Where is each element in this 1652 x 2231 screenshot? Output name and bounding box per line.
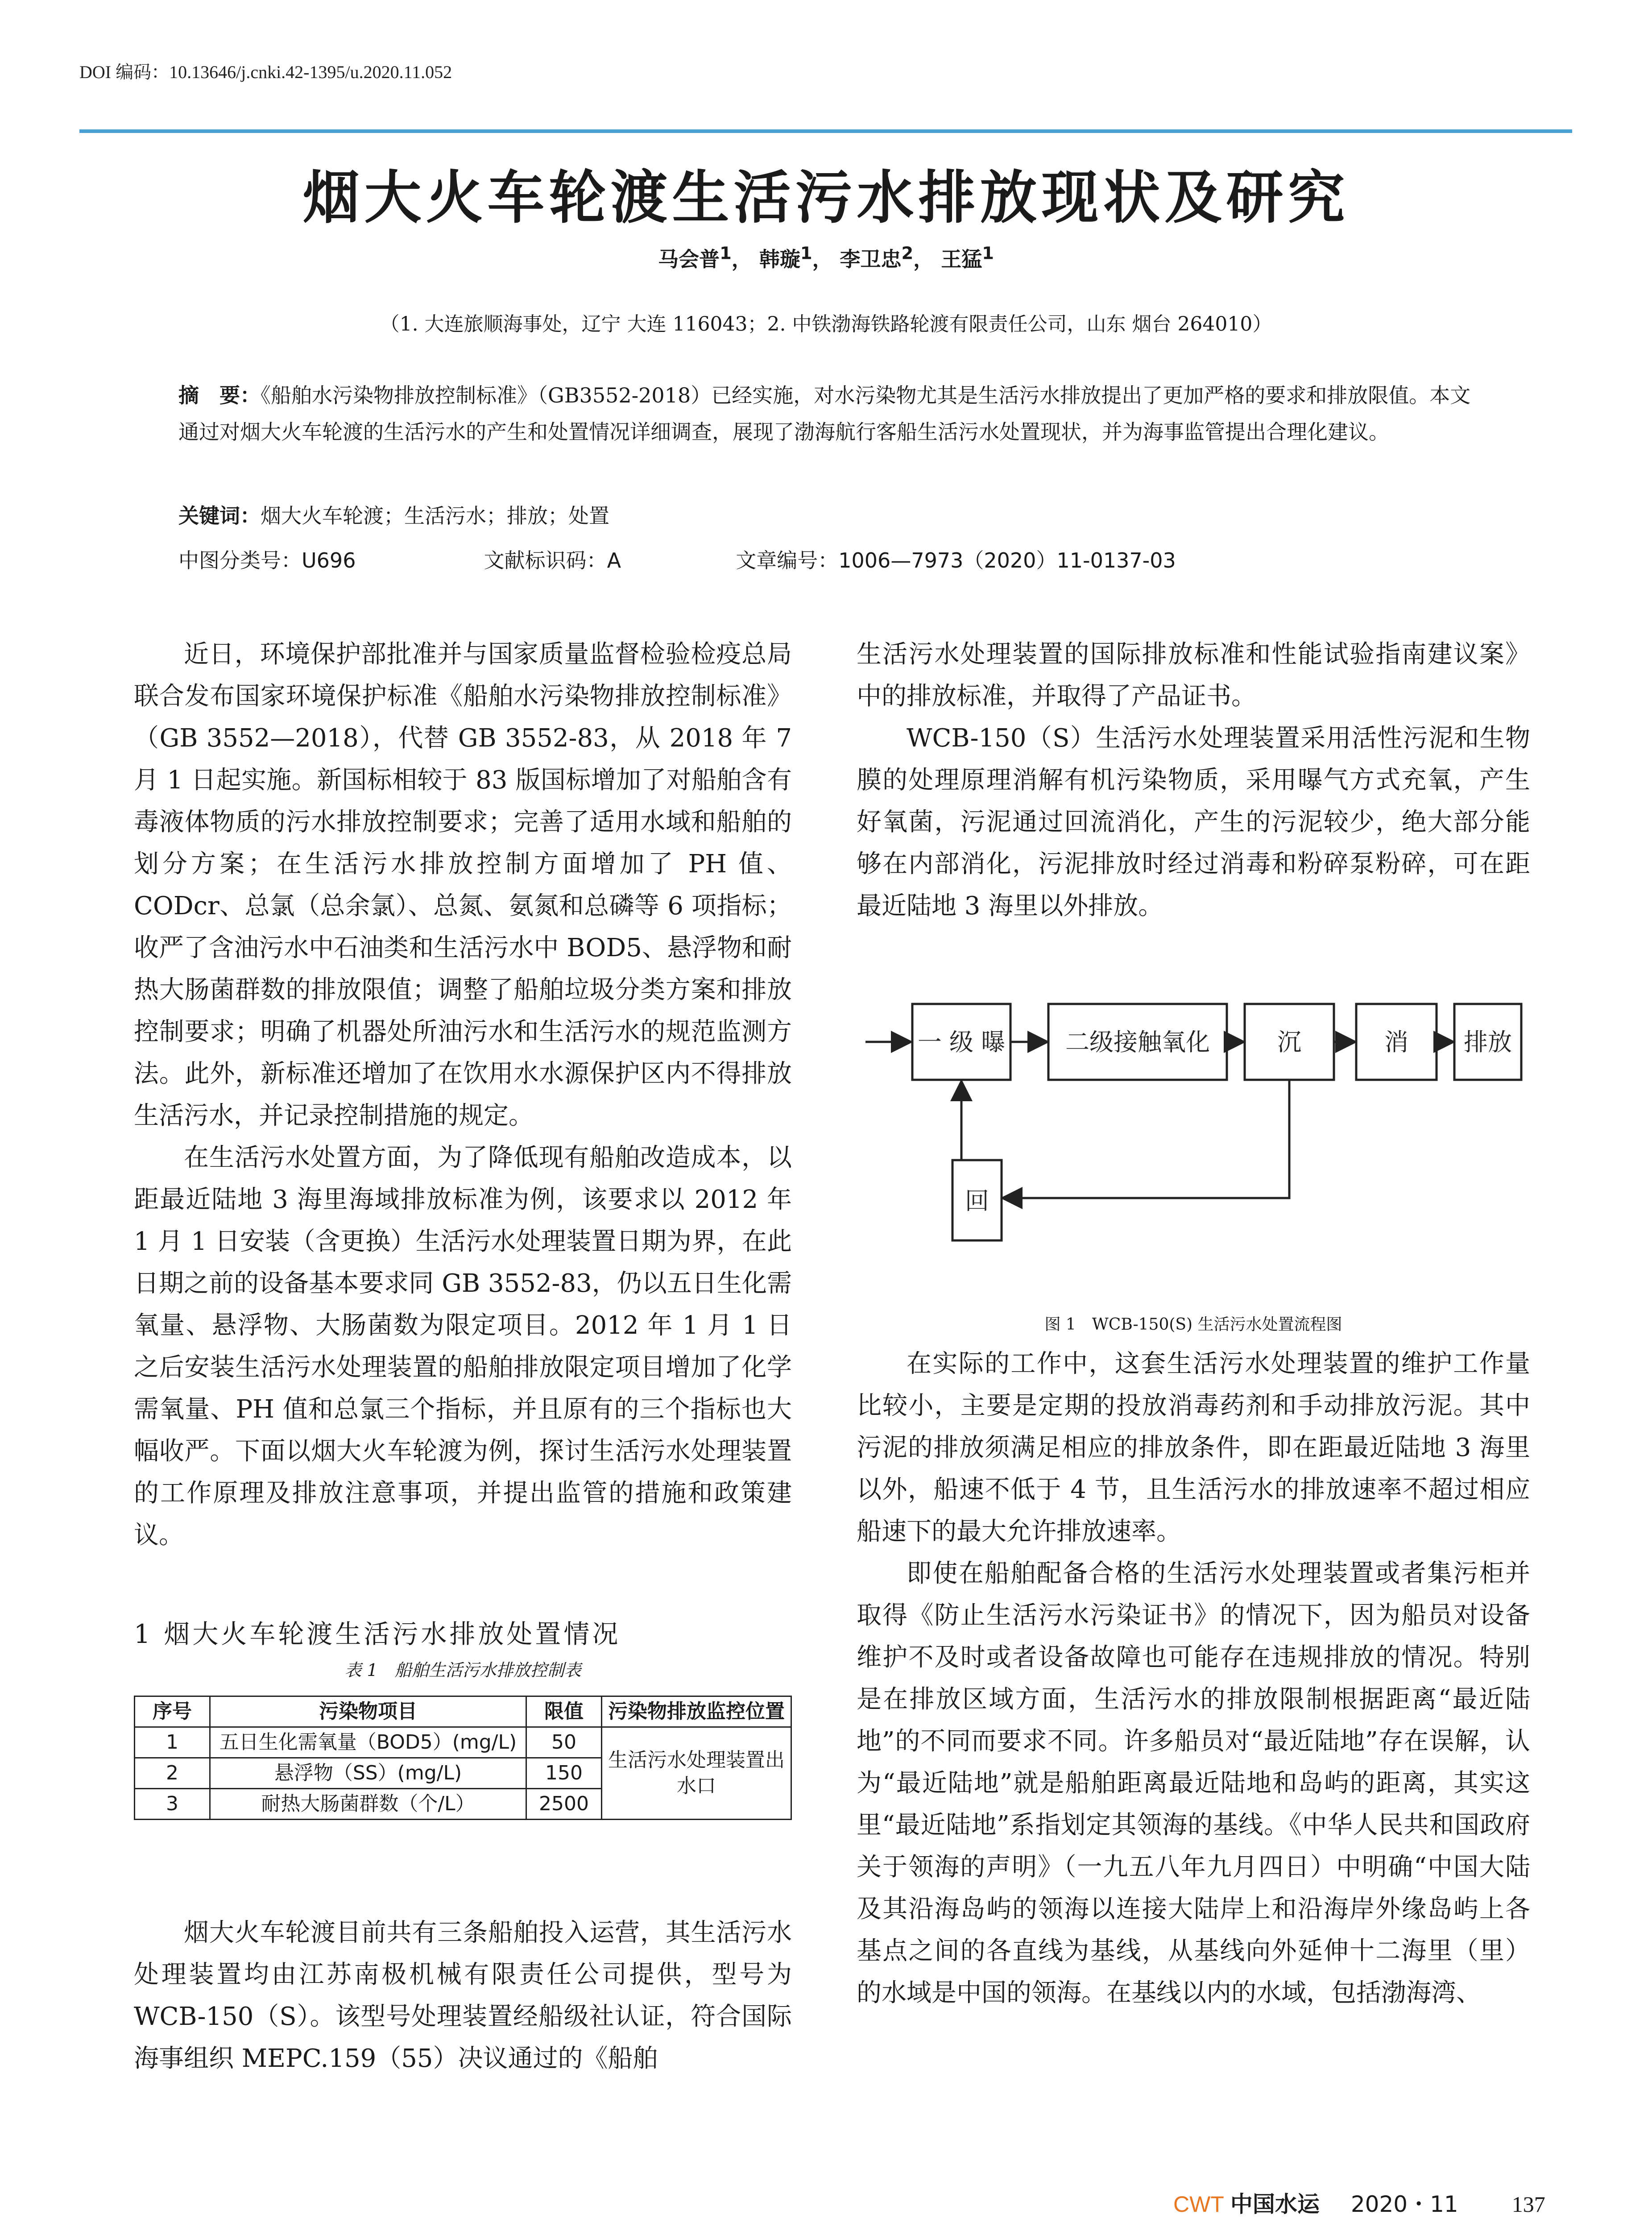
journal-logo: CWT (1173, 2192, 1224, 2217)
clc-number: 中图分类号：U696 (178, 548, 356, 572)
figure-caption: 图 1 WCB-150(S) 生活污水处置流程图 (1044, 1315, 1342, 1334)
article-title: 烟大火车轮渡生活污水排放现状及研究 (302, 164, 1350, 231)
body-paragraph: 在生活污水处置方面，为了降低现有船舶改造成本，以距最近陆地 3 海里海域排放标准为例，该要求以 2012 年 1 月 1 日安装（含更换）生活污水处理装置日期为界，在此日期之前的设备基本要求同 GB 3552-83，仍以五日生化需氧量、悬浮物、大肠菌数为限定项目。2012 年 1 月 1 日之后安装生活污水处理装置的船舶排放限定项目增加了化学需氧量、PH 值和总氯三个指标，并且原有的三个指标也大幅收严。下面以烟大火车轮渡为例，探讨生活污水处理装置的工作原理及排放注意事项，并提出监管的措施和政策建议。 (134, 1143, 792, 1550)
doi-line: DOI 编码：10.13646/j.cnki.42-1395/u.2020.11.052 (79, 62, 452, 82)
flow-label: 二级接触氧化 (1065, 1028, 1210, 1056)
table-row (135, 1727, 791, 1758)
left-column-intro (134, 634, 792, 1556)
return-arrow (1002, 1080, 1289, 1198)
abstract-label: 摘 要： (178, 383, 261, 407)
author-affil-mark: 2 (901, 243, 914, 264)
table-caption: 表 1 船舶生活污水排放控制表 (344, 1660, 581, 1680)
affiliations: （1. 大连旅顺海事处，辽宁 大连 116043；2. 中铁渤海铁路轮渡有限责任公司，山东 烟台 264010） (380, 313, 1272, 336)
flow-label: 排放 (1464, 1028, 1512, 1056)
table-cell: 五日生化需氧量（BOD5）(mg/L) (210, 1727, 526, 1758)
journal-name: 中国水运 (1230, 2191, 1320, 2217)
page-number: 137 (1511, 2192, 1545, 2217)
flow-label: 沉 (1277, 1028, 1301, 1056)
table-header-row (135, 1696, 791, 1727)
body-paragraph: WCB-150（S）生活污水处理装置采用活性污泥和生物膜的处理原理消解有机污染物质，采用曝气方式充氧，产生好氧菌，污泥通过回流消化，产生的污泥较少，绝大部分能够在内部消化，污泥排放时经过消毒和粉碎泵粉碎，可在距最近陆地 3 海里以外排放。 (857, 724, 1530, 921)
page-footer (1173, 2186, 1545, 2219)
author-name: 韩璇 (759, 247, 800, 271)
table-cell: 悬浮物（SS）(mg/L) (210, 1758, 526, 1789)
classification-row (178, 544, 1472, 574)
right-column-bottom (857, 1343, 1530, 2014)
author-affil-mark: 1 (982, 243, 994, 264)
table-cell-location: 生活污水处理装置出水口 (602, 1727, 791, 1820)
table-cell: 50 (526, 1727, 602, 1758)
author-name: 李卫忠 (840, 247, 902, 271)
header-rule (79, 129, 1572, 133)
keywords-label: 关键词： (178, 504, 261, 528)
author-list: 马会普$^1$， 韩璇$^1$， 李卫忠$^2$， 王猛$^1$ (658, 243, 994, 271)
body-paragraph: 近日，环境保护部批准并与国家质量监督检验检疫总局联合发布国家环境保护标准《船舶水污染物排放控制标准》（GB 3552—2018），代替 GB 3552-83，从 2018 年 7 月 1 日起实施。新国标相较于 83 版国标增加了对船舶含有毒液体物质的污水排放控制要求；完善了适用水域和船舶的划分方案；在生活污水排放控制方面增加了 PH 值、CODcr、总氯（总余氯）、总氮、氨氮和总磷等 6 项指标；收严了含油污水中石油类和生活污水中 BOD5、悬浮物和耐热大肠菌群数的排放限值；调整了船舶垃圾分类方案和排放控制要求；明确了机器处所油污水和生活污水的规范监测方法。此外，新标准还增加了在饮用水水源保护区内不得排放生活污水，并记录控制措施的规定。 (134, 640, 792, 1130)
table-header: 污染物项目 (210, 1696, 526, 1727)
author-name: 马会普 (658, 247, 720, 271)
body-paragraph: 烟大火车轮渡目前共有三条船舶投入运营，其生活污水处理装置均由江苏南极机械有限责任公司提供，型号为 WCB-150（S）。该型号处理装置经船级社认证，符合国际海事组织 MEPC.159（55）决议通过的《船舶 (134, 1918, 792, 2073)
keywords-text: 烟大火车轮渡；生活污水；排放；处置 (261, 504, 609, 528)
author-affil-mark: 1 (800, 243, 812, 264)
table-header: 序号 (135, 1696, 210, 1727)
table-cell: 2500 (526, 1789, 602, 1820)
flow-label: 回 (965, 1187, 989, 1215)
table-cell: 2 (135, 1758, 210, 1789)
article-number: 文章编号：1006—7973（2020）11-0137-03 (736, 548, 1176, 572)
abstract (178, 377, 1481, 450)
table-header: 污染物排放监控位置 (602, 1696, 791, 1727)
table-header: 限值 (526, 1696, 602, 1727)
author-name: 王猛 (941, 247, 982, 271)
document-code: 文献标识码：A (484, 548, 621, 572)
table-cell: 1 (135, 1727, 210, 1758)
discharge-control-table (134, 1696, 792, 1820)
table-cell: 3 (135, 1789, 210, 1820)
section-heading: 1 烟大火车轮渡生活污水排放处置情况 (134, 1619, 621, 1649)
flow-label: 消 (1384, 1028, 1408, 1056)
right-column-top (857, 634, 1530, 927)
issue-label: 2020・11 (1350, 2191, 1458, 2217)
body-paragraph: 在实际的工作中，这套生活污水处理装置的维护工作量比较小，主要是定期的投放消毒药剂和手动排放污泥。其中污泥的排放须满足相应的排放条件，即在距最近陆地 3 海里以外，船速不低于 4 节，且生活污水的排放速率不超过相应船速下的最大允许排放速率。 (857, 1349, 1530, 1546)
process-flow-diagram (857, 986, 1526, 1307)
abstract-text: 《船舶水污染物排放控制标准》（GB3552-2018）已经实施，对水污染物尤其是生活污水排放提出了更加严格的要求和排放限值。本文通过对烟大火车轮渡的生活污水的产生和处置情况详细调查，展现了渤海航行客船生活污水处置现状，并为海事监管提出合理化建议。 (178, 383, 1471, 444)
left-column-bottom (134, 1912, 792, 2080)
table-cell: 耐热大肠菌群数（个/L） (210, 1789, 526, 1820)
keywords (178, 500, 609, 529)
flow-label: 一 级 曝 (917, 1028, 1006, 1056)
author-affil-mark: 1 (720, 243, 732, 264)
body-paragraph: 生活污水处理装置的国际排放标准和性能试验指南建议案》中的排放标准，并取得了产品证书。 (857, 640, 1530, 711)
table-cell: 150 (526, 1758, 602, 1789)
body-paragraph: 即使在船舶配备合格的生活污水处理装置或者集污柜并取得《防止生活污水污染证书》的情况下，因为船员对设备维护不及时或者设备故障也可能存在违规排放的情况。特别是在排放区域方面，生活污水的排放限制根据距离“最近陆地”的不同而要求不同。许多船员对“最近陆地”存在误解，认为“最近陆地”就是船舶距离最近陆地和岛屿的距离，其实这里“最近陆地”系指划定其领海的基线。《中华人民共和国政府关于领海的声明》（一九五八年九月四日）中明确“中国大陆及其沿海岛屿的领海以连接大陆岸上和沿海岸外缘岛屿上各基点之间的各直线为基线，从基线向外延伸十二海里（里）的水域是中国的领海。在基线以内的水域，包括渤海湾、 (857, 1559, 1530, 2007)
